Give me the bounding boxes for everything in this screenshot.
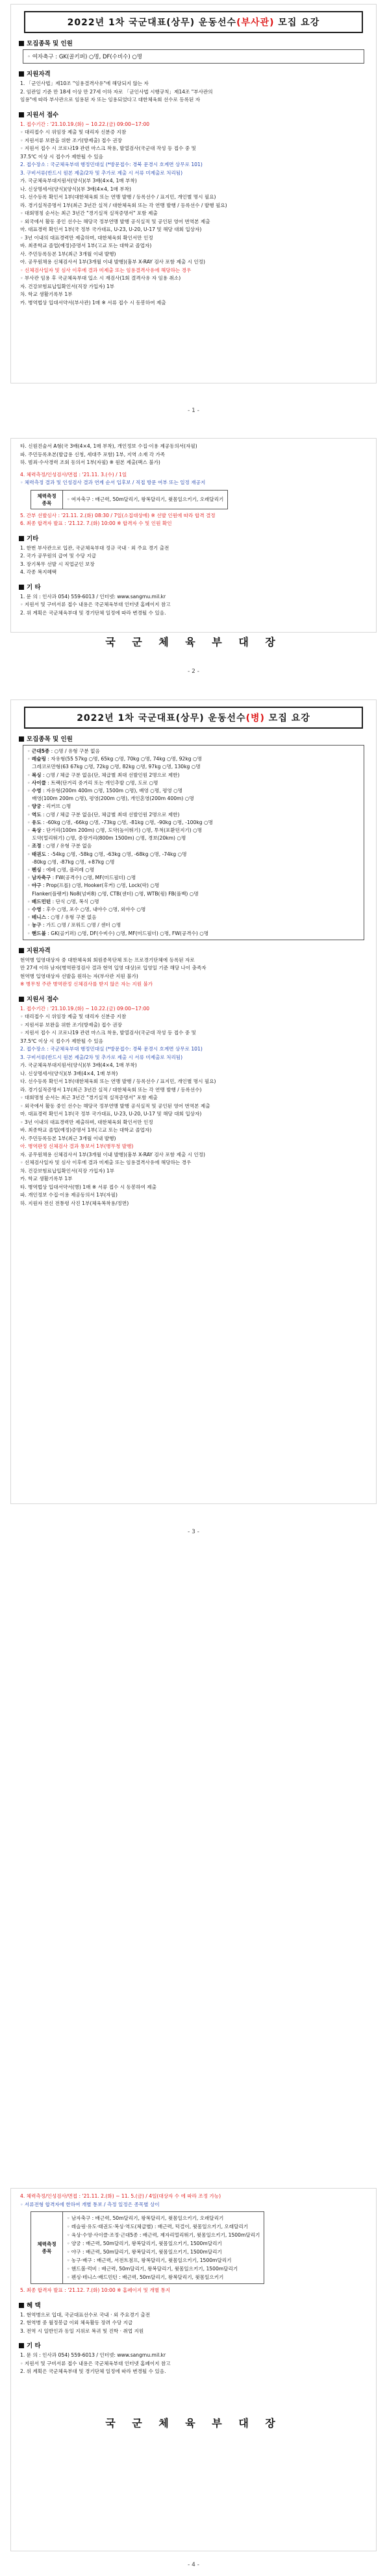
text-line: ◦ 3년 이내의 대표경력만 제출하며, 대한체육회 확인서만 인정 [20, 1119, 153, 1125]
text-line: 아. 병역판정 신체검사 결과 통보서 1부(병무청 발행) [20, 1143, 134, 1150]
text-line: 자. 건강보험료납입확인서(직장 가입자) 1부 [20, 283, 115, 289]
text-line: ◦ 지원서류 보완을 위한 조기(방제출) 접수 권장 [20, 137, 122, 143]
text-line: 37.5℃ 이상 시 접수가 제한될 수 있음 [20, 1038, 103, 1044]
list-item: ◦ 육상·수영·사이클·조정·근대5종 : 배근력, 제자리멀리뛰기, 윗몸일으키기, 1500m달리기 [67, 2232, 260, 2238]
page-number: - 4 - [188, 2562, 199, 2568]
text-line: 4. 체력측정/인성검사/면접 : '21.11. 2.(화) ~ 11. 5.(금) / 4일(대상자 수 에 따라 조정 가능) [20, 2193, 221, 2199]
list-item: ◦ 수영 : 자유형(200m 400m ○명, 1500m ○명), 배영 ○명, 평영 ○명 [27, 788, 183, 794]
page-number: - 1 - [188, 407, 199, 414]
table-cell: ◦ 여자축구 : 배근력, 50m달리기, 왕복달리기, 윗몸일으키기, 오래달리기 [63, 490, 228, 509]
text-line: 3. 전역 시 일반인과 동일 지위로 복귀 및 진학 · 취업 지원 [20, 2327, 144, 2334]
list-item: ◦ 양궁 : 배근력, 50m달리기, 왕복달리기, 윗몸일으키기, 1500m달리기 [67, 2241, 222, 2246]
list-item: ◦ 남자축구 : 배근력, 50m달리기, 왕복달리기, 윗몸일으키기, 오래달리기 [67, 2215, 224, 2221]
text-line: 37.5℃ 이상 시 접수가 제한될 수 있음 [20, 153, 103, 160]
text-line: 1. 현역병으로 입대, 국군대표선수로 국내 · 외 주요경기 출전 [20, 2311, 151, 2318]
text-line: 2. 위 계획은 국군체육부대 및 경기단체 일정에 따라 변경될 수 있음. [20, 2368, 166, 2374]
table-cell [63, 2212, 264, 2284]
text-line: 사. 주민등록등본 1부(최근 3개월 이내 발행) [20, 250, 116, 257]
text-line: ◦ 신체검사일자 및 심사 이후에 결과 미제출 또는 임용결격사유에 해당하는 경우 [20, 1160, 192, 1166]
list-item: ◦ 레슬링 : 자유형(55 57kg ○명, 65kg ○명, 70kg ○명, 74kg ○명, 92kg ○명 [27, 756, 202, 762]
text-line: 라. 경기실적증명서 1부(최근 3년간 실적 / 대한체육회 또는 각 연맹 발행 / 등록선수) [20, 1086, 202, 1093]
list-item: 그레코로만형(63 67kg ○명, 72kg ○명, 82kg ○명, 97kg ○명, 130kg ○명 [30, 764, 201, 770]
text-line: ◦ 대회명칭 순서는 최근 3년간 "경기실적 실적증명서" 포함 제출 [20, 210, 158, 216]
section-heading: 모집종목 및 인원 [19, 38, 368, 47]
page-title: 2022년 1차 국군대표(상무) 운동선수(병) 모집 요강 [24, 707, 362, 729]
text-line: ◦ 대회명칭 순서는 최근 3년간 "경기실적 실적증명서" 포함 제출 [20, 1095, 158, 1101]
text-line: ◦ 대리접수 시 위임장 제출 및 대리자 신분증 지참 [20, 129, 127, 135]
list-item: ◦ 사이클 : 트랙(단거리 중거리 또는 개인추발 ○명, 도로 ○명 [27, 779, 158, 786]
section-heading: 지원서 접수 [19, 110, 368, 119]
text-line: ◦ 신체검사일자 및 심사 이후에 결과 미제출 또는 임용결격사유에 해당하는 경우 [20, 267, 192, 273]
list-item: ◦ 핸드볼 : GK(골키퍼) ○명, DF(수비수) ○명, MF(미드필더) ○명, FW(공격수) ○명 [27, 930, 209, 936]
text-line: 1. 「군인사법」제10조 "임용결격사유"에 해당되지 않는 자 [20, 80, 149, 86]
page-3 [10, 699, 377, 1504]
text-line: 4. 각종 복지혜택 [20, 569, 57, 575]
text-line: 1. 접수기간 : '21.10.19.(화) ~ 10.22.(금) 09:00~17:00 [20, 121, 150, 127]
list-item: ◦ 농구·배구 : 배근력, 서전트점프, 왕복달리기, 윗몸일으키기, 1500m달리기 [67, 2257, 232, 2263]
text-line: 3. 구비서류(반드시 원본 제출/2차 및 추가로 제출 시 서류 미제출로 처리됨) [20, 1054, 183, 1060]
text-line: 다. 선수등록 확인서 1부(대한체육회 또는 연맹 발행 / 등록선수 / 표지민, 개인별 명시 필요) [20, 1078, 216, 1085]
text-line: 2. 접수장소 : 국군체육부대 행정민대실 (*방문접수: 경북 문경시 호계면 상무로 101) [20, 162, 203, 167]
text-line: 카. 병역법상 입대서약서(부사관) 1매 ※ 서류 접수 시 동봉하여 제출 [20, 299, 166, 306]
text-line: 차. 건강보험료납입확인서(직장 가입자) 1부 [20, 1167, 115, 1174]
text-line: ◦ 지원서류 보완을 위한 조기(방제출) 접수 권장 [20, 1021, 122, 1028]
fitness-test-table [31, 2211, 264, 2284]
text-line: 타. 신원진술서 A형(국 3배(4×4, 1매 부착), 개인정보 수집·이용 제공동의서(자필) [20, 443, 197, 449]
table-head: 체력측정 종목 [31, 490, 63, 509]
text-line: 2. 현역병 중 월정봉급 이외 체육활동 장려 수당 지급 [20, 2320, 133, 2326]
section-heading: 지원자격 [19, 945, 368, 954]
text-line: 2. 임관일 기준 만 18세 이상 만 27세 이하 자로 「군인사법 시행규칙」제14조 "부사관의 [20, 88, 213, 95]
text-line: 나. 신상명세서(양식)(양식)(부 3배(4×4, 1매 부착) [20, 186, 131, 192]
section-heading: 모집종목 및 인원 [19, 734, 368, 743]
page-title: 2022년 1차 국군대표(상무) 운동선수(부사관) 모집 요강 [24, 11, 362, 33]
text-line: ◦ 3년 이내의 대표경력만 제출하며, 대한체육회 확인서만 인정 [20, 234, 153, 241]
text-line: ◦ 서류전형 합격자에 한하여 개별 통보 / 측정 일정은 종목별 상이 [20, 2201, 160, 2207]
list-item: ◦ 수영 : 후수 ○명, 포수 ○명, 내야수 ○명, 외야수 ○명 [27, 906, 146, 913]
fitness-test-table [31, 490, 228, 509]
text-line: ◦ 체력측정 결과 및 인성검사 결과 연계 순서 입후보 / 직접 방문 여부 또는 일정 재공지 [20, 480, 206, 485]
list-item: ◦ 야구 : Prop(프롭) ○명, Hooker(후커) ○명, Lock(락) ○명 [27, 882, 160, 889]
text-line: 2. 국가 공무원의 급여 및 수당 지급 [20, 553, 97, 559]
list-item: ◦ 태권도 : -54kg ○명, -58kg ○명, -63kg ○명, -68kg ○명, -74kg ○명 [27, 851, 187, 857]
list-item: ◦ 육상 : 단거리(100m 200m) ○명, 도약(높이뛰기) ○명, 투척(포환던지기) ○명 [27, 827, 203, 834]
text-line: 임용"에 따라 부사관으로 임용된 자 또는 임용되었다고 대한체육회 선수로 등록된 자 [20, 97, 201, 103]
text-line: 가. 국군체육부대지원서(양식)(부 3배(4×4, 1매 부착) [20, 178, 137, 184]
text-line: 1. 접수기간 : '21.10.19.(화) ~ 10.22.(금) 09:00~17:00 [20, 1005, 150, 1012]
text-line: ◦ 지원서 접수 시 코로나19 관련 마스크 착용, 발열검사(국군대 작성 등 접수 중 및 [20, 1030, 196, 1036]
text-line: 현역병 입영대상자 선발을 원하는 자(부사관 지원 불가) [20, 973, 138, 979]
section-heading: 기 타 [19, 582, 368, 591]
page-2 [10, 438, 377, 648]
text-line: 2. 접수장소 : 국군체육부대 행정민대실 (*방문접수: 경북 문경시 호계면 상무로 101) [20, 1046, 203, 1052]
list-item: ◦ 펜싱·테니스·배드민턴 : 배근력, 50m달리기, 왕복달리기, 윗몸일으키기 [67, 2274, 224, 2280]
text-line: 라. 경기실적증명서 1부(최근 3년간 실적 / 대한체육회 또는 각 연맹 발행 / 등록선수 / 발행 필요) [20, 202, 227, 208]
table-head: 체력측정 종목 [31, 2212, 63, 2284]
text-line: 만 27세 이하 남자(병역판정검사 결과 현역 입영 대상)로 입영일 기준 해당 나이 충족자 [20, 965, 206, 971]
text-line: 1. 문 의 : 인사과 054) 559-6013 / 인터넷: www.sangmu.mil.kr [20, 593, 166, 600]
text-line: 현역병 입영대상자 중 대한체육회 회원종목단체 또는 프로경기단체에 등록된 자로 [20, 956, 195, 963]
list-item: ◦ 농구 : 가드 ○명 / 포워드 ○명 / 센터 ○명 [27, 922, 121, 929]
list-item: ◦ 복싱 : ○명 / 체급 구분 없음(단, 체급별 최대 선발인원 2명으로 제한) [27, 772, 180, 778]
list-item: ◦ 유도 : -60kg ○명, -66kg ○명, -73kg ○명, -81kg ○명, -90kg ○명, -100kg ○명 [27, 819, 213, 825]
text-line: 파. 주민등록초본(발급용 신청, 세대주 포함) 1부, 지역 소재 각 가족 [20, 451, 166, 457]
section-heading: 기 타 [19, 2340, 368, 2350]
text-line: ※ 병무청 주관 병역판정 신체검사를 받지 않은 자는 지원 불가 [20, 981, 153, 988]
text-line: 1. 한번 부사관으로 입관, 국군체육부대 정규 국내 · 외 주요 경기 출전 [20, 544, 169, 551]
text-line: 나. 신상명세서(양식)(부 3배(4×4, 1매 부착) [20, 1070, 118, 1076]
text-line: 마. 대표경력 확인서 1부(국 정부 국가대표, U-23, U-20, U-17 및 해당 대회 입상자) [20, 1111, 202, 1117]
list-item: 배영(100m 200m ○명), 평영(200m ○명), 개인혼영(200m 400m) ○명 [30, 796, 194, 802]
section-heading: 지원서 접수 [19, 994, 368, 1003]
section-heading: 혜 택 [19, 2300, 368, 2309]
text-line: 타. 병역법상 입대서약서(병) 1매 ※ 서류 접수 시 동봉하여 제출 [20, 1184, 156, 1190]
text-line: 자. 공무원채용 신체검사서 1부(3개월 이내 발행)(흉부 X-RAY 검사 포함 제출 시 인정) [20, 1151, 205, 1158]
list-item: ◦ 양궁 : 리커브 ○명 [27, 803, 71, 810]
list-item: Flanker(플랭커) No8(넘버8) ○명, CTB(센터) ○명, WTB(윙) FB(풀백) ○명 [30, 890, 199, 897]
list-item: ◦ 역도 : ○명 / 체급 구분 없음(단, 체급별 최대 선발인원 2명으로 제한) [27, 811, 180, 818]
issuer-stamp: 국 군 체 육 부 대 장 [105, 2416, 282, 2429]
text-line: 바. 최종학교 졸업(예정)증명서 1부(고교 또는 대학교 졸업자) [20, 243, 152, 249]
text-line: ◦ 외국에서 활동 중인 선수는 해당국 정부연맹 발행 공식실적 및 공인된 영어 번역본 제출 [20, 1102, 210, 1109]
text-line: 6. 최종 합격자 발표 : '21.12. 7.(화) 10:00 ※ 합격자 수 및 인원 확인 [20, 520, 172, 526]
page-1 [10, 4, 377, 383]
text-line: 바. 최종학교 졸업(예정)증명서 1부(고교 또는 대학교 졸업자) [20, 1127, 152, 1134]
text-line: ◦ 부사관 임용 후 국군체육부대 입소 시 재검사(1회 결격사유 자 임용 취소) [20, 275, 181, 281]
text-line: 파. 개인정보 수집·이용 제공동의서 1부(자필) [20, 1192, 118, 1198]
list-item: ◦ 배드민턴 : 단식 ○명, 복식 ○명 [27, 898, 99, 905]
list-item: ◦ 근대5종 : ○명 / 유형 구분 없음 [27, 748, 100, 754]
text-line: ◦ 지원서 및 구비서류 접수 내용은 국군체육부대 인터넷 홈페이지 참고 [20, 2360, 171, 2366]
text-line: 3. 구비서류(반드시 원본 제출/2차 및 추가로 제출 시 서류 미제출로 처리됨) [20, 169, 183, 176]
list-item: -80kg ○명, -87kg ○명, +87kg ○명 [30, 858, 115, 865]
text-line: ◦ 외국에서 활동 중인 선수는 해당국 정부연맹 발행 공식실적 및 공인된 영어 번역본 제출 [20, 218, 210, 225]
text-line: 5. 간부 선발심사 : '21.11. 2.(화) 08:30 / 7일(소집대상에) ※ 선발 인원에 따라 합격 결정 [20, 512, 216, 518]
text-line: 4. 체력측정/인성검사/면접 : '21.11. 3.(수) / 1일 [20, 471, 127, 478]
text-line: ◦ 대리접수 시 위임장 제출 및 대리자 신분증 지참 [20, 1014, 127, 1020]
text-line: 1. 문 의 : 인사과 054) 559-6013 / 인터넷: www.sangmu.mil.kr [20, 2352, 166, 2358]
text-line: 차. 학교 생활기록부 1부 [20, 291, 73, 297]
text-line: 3. 장기복무 선발 시 직업군인 보장 [20, 561, 95, 567]
section-heading: 지원자격 [19, 69, 368, 78]
text-line: ◦ 지원서 접수 시 코로나19 관련 마스크 착용, 발열검사(국군대 작성 등 접수 중 및 [20, 145, 196, 151]
recruit-box: ◦ 여자축구 : GK(골키퍼) ○명, DF(수비수) ○명 [23, 49, 364, 64]
text-line: 아. 공무원채용 신체검사서 1부(3개월 이내 발행)(흉부 X-RAY 검사 포함 제출 시 인정) [20, 259, 205, 265]
text-line: 카. 학교 생활기록부 1부 [20, 1176, 73, 1182]
section-heading: 기타 [19, 533, 368, 542]
text-line: 사. 주민등록등본 1부(최근 3개월 이내 발행) [20, 1135, 116, 1141]
text-line: 마. 대표경력 확인서 1부(국 정부 국가대표, U-23, U-20, U-17 및 해당 대회 입상자) [20, 226, 202, 232]
text-line: 5. 최종 합격자 발표 : '21.12. 7.(화) 10:00 ※ 홈페이지 및 개별 통지 [20, 2287, 171, 2293]
text-line: 하. 지원자 전신 전통령 사진 1부(체육복착용/정면) [20, 1200, 129, 1206]
list-item: ◦ 핸드볼·럭비 : 배근력, 50m달리기, 왕복달리기, 윗몸일으키기, 1500m달리기 [67, 2266, 238, 2272]
list-item: 도약(멀리뛰기) ○명, 중장거리(800m 1500m) ○명, 경보(20km) ○명 [30, 835, 186, 842]
list-item: ◦ 펜싱 : 에페 ○명, 플러레 ○명 [27, 867, 95, 873]
text-line: 2. 위 계획은 국군체육부대 및 경기단체 일정에 따라 변경될 수 있음. [20, 609, 166, 616]
list-item: ◦ 테니스 : ○명 / 유형 구분 없음 [27, 914, 97, 921]
event-list [23, 745, 364, 940]
page-4-content [10, 2188, 377, 2551]
list-item: ◦ 레슬링·유도·태권도·복싱·역도(체급별) : 배근력, 턱걸이, 윗몸일으키기, 오래달리기 [67, 2224, 249, 2230]
list-item: ◦ 조정 : ○명 / 유형 구분 없음 [27, 843, 92, 849]
text-line: 가. 국군체육부대지원서(양식)(부 3배(4×4, 1매 부착) [20, 1062, 137, 1069]
text-line: 하. 범죄·수사경력 조회 동의서 1부(자필) ※ 원본 제출(팩스 불가) [20, 459, 160, 465]
text-line: ◦ 지원서 및 구비서류 접수 내용은 국군체육부대 인터넷 홈페이지 참고 [20, 601, 171, 607]
list-item: ◦ 야구 : 배근력, 50m달리기, 왕복달리기, 윗몸일으키기, 1500m달리기 [67, 2249, 222, 2255]
page-number: - 2 - [188, 668, 199, 675]
page-number: - 3 - [188, 1529, 199, 1535]
list-item: ◦ 남자축구 : FW(공격수) ○명, MF(미드필더) ○명 [27, 875, 136, 881]
issuer-stamp: 국 군 체 육 부 대 장 [105, 636, 282, 648]
text-line: 다. 선수등록 확인서 1부(대한체육회 또는 연맹 발행 / 등록선수 / 표지민, 개인별 명시 필요) [20, 194, 216, 200]
